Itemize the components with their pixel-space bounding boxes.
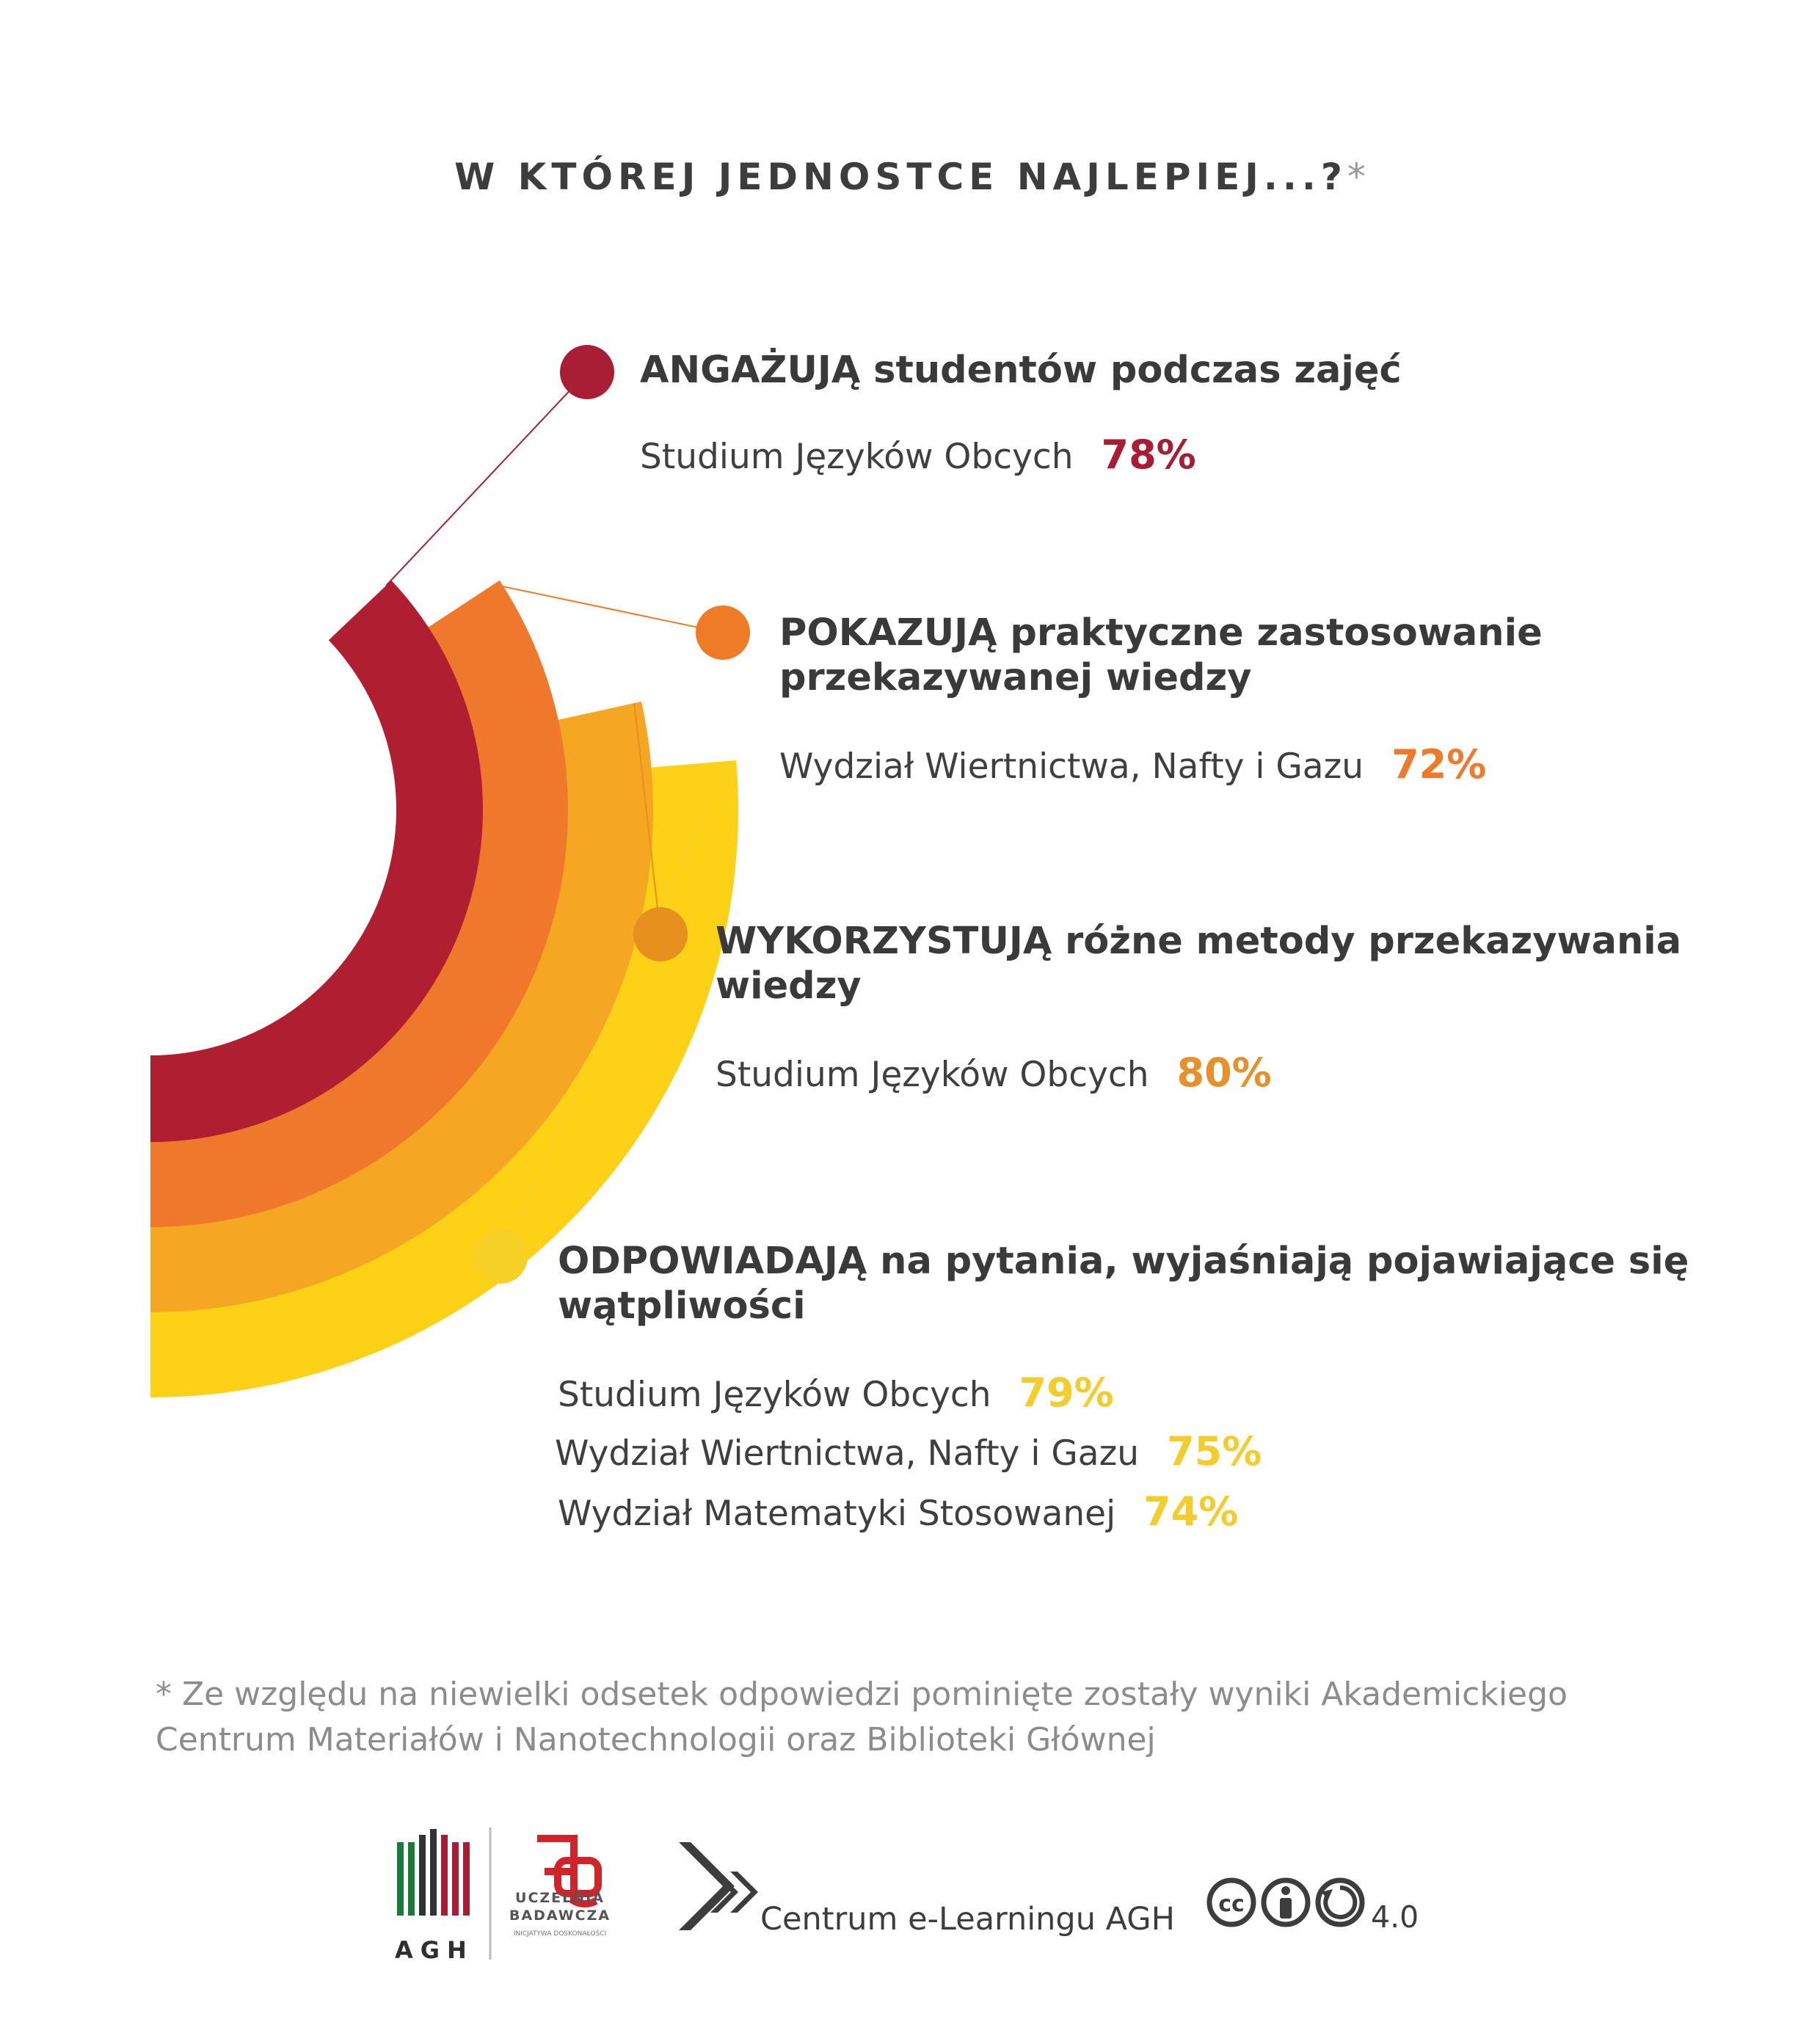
use-percent-1: 80% [1176, 1050, 1272, 1096]
answer-result-2 [555, 1430, 1262, 1476]
cc-version: 4.0 [1371, 1899, 1419, 1935]
cc-glyphs-icon [1218, 1886, 1355, 1919]
use-unit-1: Studium Języków Obcych [716, 1055, 1149, 1095]
answer-result-3 [558, 1490, 1238, 1536]
title-asterisk: * [1347, 156, 1366, 198]
category-show-heading [779, 611, 1543, 700]
category-use-heading [716, 919, 1681, 1008]
category-show-highlight: POKAZUJĄ [779, 611, 997, 655]
uczelnia-badawcza-subtext: INICJATYWA DOSKONAŁOŚCI [513, 1930, 607, 1938]
category-answer-highlight: ODPOWIADAJĄ [558, 1240, 867, 1283]
dot-use [633, 907, 688, 961]
agh-logo-text: AGH [395, 1936, 474, 1964]
elearning-label: Centrum e-Learningu AGH [760, 1901, 1175, 1938]
elearning-logo-icon [679, 1842, 758, 1930]
answer-percent-2: 75% [1167, 1428, 1262, 1474]
chart-left-mask [0, 0, 150, 1615]
category-use-highlight: WYKORZYSTUJĄ [716, 920, 1052, 963]
use-result-1 [716, 1051, 1272, 1097]
connector-engage [386, 372, 587, 586]
footnote: * Ze względu na niewielki odsetek odpowiedzi pominięte zostały wyniki Akademickiego Centrum Materiałów i Nanotechnologii oraz Biblioteki Głównej [156, 1676, 1568, 1759]
show-result-1 [779, 743, 1486, 789]
dot-answer [473, 1229, 528, 1284]
category-answer-rest: na pytania, wyjaśniają pojawiające się [880, 1240, 1689, 1283]
ub-line1: UCZELNIA [515, 1890, 605, 1906]
answer-percent-1: 79% [1019, 1370, 1114, 1416]
svg-text:cc: cc [1218, 1891, 1245, 1917]
answer-unit-2: Wydział Wiertnictwa, Nafty i Gazu [555, 1433, 1140, 1474]
category-show-rest-line2: przekazywanej wiedzy [779, 656, 1252, 699]
answer-percent-3: 74% [1143, 1488, 1239, 1535]
answer-unit-1: Studium Języków Obcych [558, 1375, 991, 1415]
connector-show [493, 584, 723, 633]
engage-unit-1: Studium Języków Obcych [640, 437, 1074, 477]
category-answer-heading [558, 1239, 1689, 1328]
answer-unit-3: Wydział Matematyki Stosowanej [558, 1494, 1116, 1534]
dot-show [696, 605, 750, 660]
agh-logo-icon [397, 1829, 470, 1916]
category-use-rest: różne metody przekazywania [1065, 920, 1682, 963]
engage-percent-1: 78% [1101, 432, 1196, 478]
dot-engage [560, 345, 614, 399]
title-text: W KTÓREJ JEDNOSTCE NAJLEPIEJ...? [454, 156, 1347, 198]
category-engage-rest: studentów podczas zajęć [873, 349, 1402, 392]
category-engage-heading [640, 348, 1402, 393]
show-unit-1: Wydział Wiertnictwa, Nafty i Gazu [779, 746, 1364, 787]
category-answer-rest-line2: wątpliwości [558, 1284, 806, 1328]
show-percent-1: 72% [1391, 741, 1487, 788]
engage-result-1 [640, 433, 1196, 479]
category-use-rest-line2: wiedzy [716, 964, 862, 1008]
uczelnia-badawcza-text [509, 1889, 611, 1924]
category-engage-highlight: ANGAŻUJĄ [640, 349, 861, 392]
category-show-rest: praktyczne zastosowanie [1010, 611, 1543, 655]
ub-line2: BADAWCZA [509, 1907, 611, 1924]
answer-result-1 [558, 1371, 1114, 1417]
